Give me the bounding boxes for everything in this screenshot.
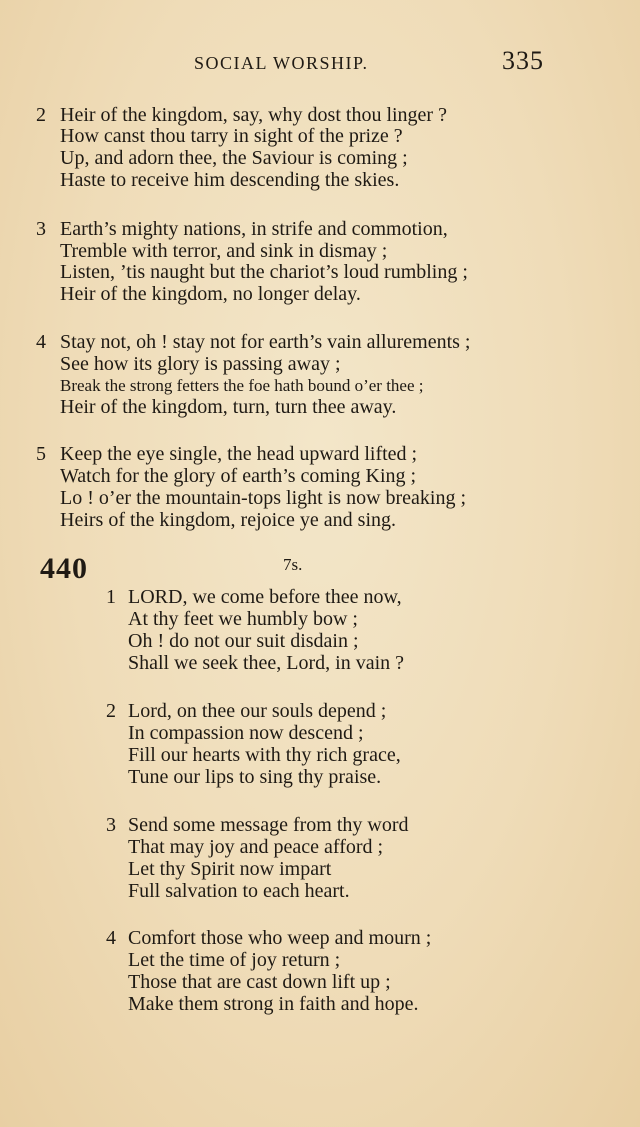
stanza-line: Lo ! o’er the mountain-tops light is now breaking ;: [60, 487, 467, 509]
stanza-line: That may joy and peace afford ;: [128, 836, 384, 858]
stanza-line: Those that are cast down lift up ;: [128, 971, 391, 993]
stanza-number: 1: [106, 586, 116, 608]
stanza-line: LORD, we come before thee now,: [128, 586, 402, 608]
stanza-line: Lord, on thee our souls depend ;: [128, 700, 387, 722]
stanza-number: 4: [106, 927, 116, 949]
stanza-line: Earth’s mighty nations, in strife and commotion,: [60, 218, 448, 240]
stanza-number: 2: [106, 700, 116, 722]
stanza-number: 3: [106, 814, 116, 836]
stanza-number: 5: [36, 443, 46, 465]
page-number: 335: [502, 46, 544, 75]
stanza-line: How canst thou tarry in sight of the prize ?: [60, 125, 403, 147]
stanza-line: Send some message from thy word: [128, 814, 409, 836]
stanza-line: Haste to receive him descending the skies.: [60, 169, 400, 191]
stanza-line: Break the strong fetters the foe hath bound o’er thee ;: [60, 376, 424, 395]
hymn-number: 440: [40, 552, 88, 585]
running-header: SOCIAL WORSHIP.: [194, 53, 369, 73]
stanza-line: Up, and adorn thee, the Saviour is coming ;: [60, 147, 408, 169]
stanza-line: Watch for the glory of earth’s coming King ;: [60, 465, 417, 487]
stanza-line: Make them strong in faith and hope.: [128, 993, 419, 1015]
stanza-line: In compassion now descend ;: [128, 722, 364, 744]
stanza-line: Heirs of the kingdom, rejoice ye and sing.: [60, 509, 397, 531]
hymn-meter: 7s.: [283, 555, 303, 574]
stanza-line: Tremble with terror, and sink in dismay ;: [60, 240, 388, 262]
stanza-line: See how its glory is passing away ;: [60, 353, 341, 375]
stanza-line: Fill our hearts with thy rich grace,: [128, 744, 401, 766]
stanza-line: Let thy Spirit now impart: [128, 858, 332, 880]
stanza-line: Oh ! do not our suit disdain ;: [128, 630, 359, 652]
stanza-line: At thy feet we humbly bow ;: [128, 608, 358, 630]
stanza-line: Heir of the kingdom, no longer delay.: [60, 283, 361, 305]
stanza-number: 4: [36, 331, 46, 353]
stanza-number: 2: [36, 104, 46, 126]
stanza-line: Stay not, oh ! stay not for earth’s vain allurements ;: [60, 331, 471, 353]
stanza-line: Heir of the kingdom, say, why dost thou linger ?: [60, 104, 447, 126]
stanza-line: Heir of the kingdom, turn, turn thee away.: [60, 396, 397, 418]
stanza-line: Listen, ’tis naught but the chariot’s loud rumbling ;: [60, 261, 468, 283]
stanza-line: Comfort those who weep and mourn ;: [128, 927, 432, 949]
stanza-number: 3: [36, 218, 46, 240]
stanza-line: Shall we seek thee, Lord, in vain ?: [128, 652, 405, 674]
stanza-line: Tune our lips to sing thy praise.: [128, 766, 382, 788]
stanza-line: Keep the eye single, the head upward lifted ;: [60, 443, 418, 465]
stanza-line: Let the time of joy return ;: [128, 949, 341, 971]
stanza-line: Full salvation to each heart.: [128, 880, 350, 902]
